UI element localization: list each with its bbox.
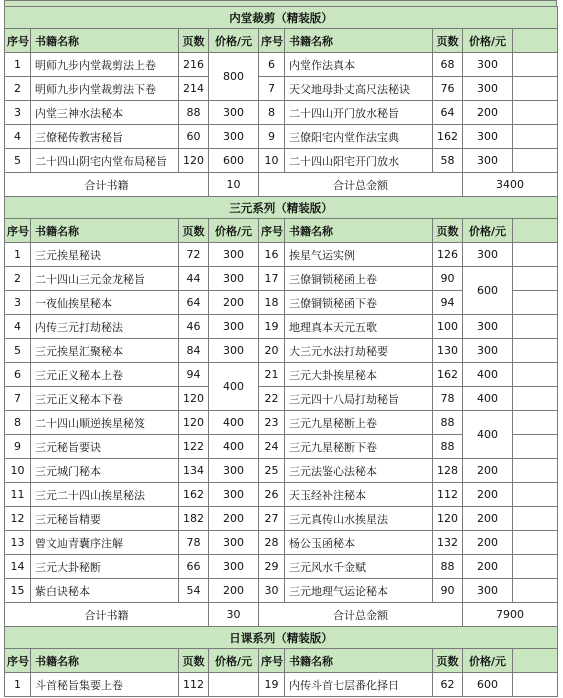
header-pages: 页数 [179,649,209,673]
header-pages: 页数 [433,649,463,673]
book-price [209,673,259,697]
book-price: 300 [209,531,259,555]
book-no: 5 [5,149,31,173]
book-name: 一夜仙挨星秘本 [31,291,179,315]
book-name: 大三元水法打劫秘要 [285,339,433,363]
book-no: 5 [5,339,31,363]
row-spacer [513,673,558,697]
book-no: 10 [259,149,285,173]
book-pages: 72 [179,243,209,267]
book-price: 300 [463,77,513,101]
book-pages: 84 [179,339,209,363]
book-no: 25 [259,459,285,483]
book-price: 200 [463,101,513,125]
book-no: 14 [5,555,31,579]
book-no: 20 [259,339,285,363]
book-pages: 62 [433,673,463,697]
book-name: 三元真传山水挨星法 [285,507,433,531]
book-price-table [4,6,558,697]
table-row [5,53,558,77]
book-no: 26 [259,483,285,507]
book-pages: 216 [179,53,209,77]
book-price-merged: 600 [463,267,513,315]
book-pages: 90 [433,267,463,291]
book-pages: 94 [179,363,209,387]
book-name: 紫白诀秘本 [31,579,179,603]
book-price: 300 [209,243,259,267]
header-price: 价格/元 [463,649,513,673]
book-no: 19 [259,673,285,697]
book-price: 300 [209,267,259,291]
book-pages: 88 [433,555,463,579]
book-price: 300 [209,483,259,507]
book-price: 300 [209,459,259,483]
table-row [5,125,558,149]
table-row [5,579,558,603]
book-no: 1 [5,53,31,77]
header-price: 价格/元 [209,219,259,243]
book-no: 24 [259,435,285,459]
book-no: 1 [5,243,31,267]
book-name: 三元城门秘本 [31,459,179,483]
header-pages: 页数 [433,219,463,243]
book-pages: 44 [179,267,209,291]
book-pages: 126 [433,243,463,267]
book-pages: 122 [179,435,209,459]
row-spacer [513,149,558,173]
total-amount-value: 3400 [463,173,558,197]
total-row [5,603,558,627]
book-price: 600 [463,673,513,697]
book-no: 21 [259,363,285,387]
book-price: 300 [463,339,513,363]
book-no: 7 [259,77,285,101]
book-pages: 130 [433,339,463,363]
book-price-merged: 800 [209,53,259,101]
row-spacer [513,435,558,459]
book-pages: 162 [179,483,209,507]
header-name: 书籍名称 [31,219,179,243]
book-no: 16 [259,243,285,267]
section-title-row [5,7,558,29]
book-no: 18 [259,291,285,315]
book-no: 3 [5,101,31,125]
book-price: 400 [463,387,513,411]
table-row [5,555,558,579]
book-name: 明师九步内堂裁剪法上卷 [31,53,179,77]
row-spacer [513,267,558,291]
header-price: 价格/元 [463,219,513,243]
section-title: 内堂裁剪（精装版） [5,7,558,29]
header-name: 书籍名称 [285,649,433,673]
book-no: 15 [5,579,31,603]
book-name: 三元法鉴心法秘本 [285,459,433,483]
book-price: 300 [209,555,259,579]
row-spacer [513,555,558,579]
book-price: 200 [463,555,513,579]
book-price: 300 [463,579,513,603]
table-row [5,243,558,267]
table-row [5,339,558,363]
header-pages: 页数 [433,29,463,53]
book-name: 天父地母卦丈高尺法秘诀 [285,77,433,101]
row-spacer [513,291,558,315]
book-name: 三元大卦秘断 [31,555,179,579]
total-amount-value: 7900 [463,603,558,627]
table-row [5,363,558,387]
book-no: 4 [5,315,31,339]
total-row [5,173,558,197]
book-price: 300 [463,243,513,267]
header-price: 价格/元 [209,649,259,673]
book-no: 6 [259,53,285,77]
book-price: 200 [463,507,513,531]
book-name: 三僚秘传教害秘旨 [31,125,179,149]
book-price: 200 [209,291,259,315]
price-list-sheet [4,0,557,697]
table-row [5,387,558,411]
book-no: 13 [5,531,31,555]
header-spacer [513,649,558,673]
header-spacer [513,29,558,53]
book-name: 三元四十八局打劫秘旨 [285,387,433,411]
column-header-row [5,649,558,673]
header-no: 序号 [259,29,285,53]
header-no: 序号 [5,219,31,243]
header-name: 书籍名称 [285,29,433,53]
book-pages: 58 [433,149,463,173]
book-no: 12 [5,507,31,531]
row-spacer [513,77,558,101]
book-name: 二十四山顺逆挨星秘笈 [31,411,179,435]
book-price: 600 [209,149,259,173]
book-name: 三僚铜锁秘函下卷 [285,291,433,315]
book-price: 300 [463,125,513,149]
book-pages: 120 [433,507,463,531]
book-pages: 132 [433,531,463,555]
header-no: 序号 [5,649,31,673]
book-price: 300 [209,339,259,363]
book-price: 300 [463,315,513,339]
book-pages: 64 [433,101,463,125]
book-price: 300 [209,315,259,339]
table-row [5,77,558,101]
header-no: 序号 [5,29,31,53]
book-no: 4 [5,125,31,149]
book-no: 3 [5,291,31,315]
book-pages: 120 [179,149,209,173]
table-row [5,315,558,339]
book-pages: 78 [433,387,463,411]
book-name: 明师九步内堂裁剪法下卷 [31,77,179,101]
book-no: 7 [5,387,31,411]
book-price: 200 [463,483,513,507]
header-name: 书籍名称 [31,29,179,53]
header-price: 价格/元 [209,29,259,53]
book-pages: 68 [433,53,463,77]
book-pages: 162 [433,363,463,387]
book-price: 200 [209,579,259,603]
book-pages: 120 [179,411,209,435]
row-spacer [513,387,558,411]
book-name: 三僚阳宅内堂作法宝典 [285,125,433,149]
book-no: 1 [5,673,31,697]
book-pages: 60 [179,125,209,149]
section-title-row [5,627,558,649]
book-pages: 90 [433,579,463,603]
row-spacer [513,363,558,387]
book-name: 三元九星秘断下卷 [285,435,433,459]
row-spacer [513,411,558,435]
book-pages: 120 [179,387,209,411]
book-no: 17 [259,267,285,291]
book-price: 300 [463,149,513,173]
book-name: 曾文辿青囊序注解 [31,531,179,555]
book-name: 二十四山阴宅内堂布局秘旨 [31,149,179,173]
book-no: 23 [259,411,285,435]
book-no: 2 [5,77,31,101]
book-pages: 54 [179,579,209,603]
book-pages: 162 [433,125,463,149]
book-price: 300 [209,125,259,149]
book-no: 9 [5,435,31,459]
book-name: 三元二十四山挨星秘法 [31,483,179,507]
book-name: 地理真本天元五歌 [285,315,433,339]
total-books-value: 10 [209,173,259,197]
book-name: 三元正义秘本上卷 [31,363,179,387]
book-name: 挨星气运实例 [285,243,433,267]
book-no: 30 [259,579,285,603]
header-price: 价格/元 [463,29,513,53]
book-no: 6 [5,363,31,387]
book-no: 27 [259,507,285,531]
total-amount-label: 合计总金额 [259,603,463,627]
book-name: 三元九星秘断上卷 [285,411,433,435]
book-name: 斗首秘旨集要上卷 [31,673,179,697]
book-no: 9 [259,125,285,149]
table-row [5,507,558,531]
book-no: 11 [5,483,31,507]
book-pages: 88 [433,435,463,459]
table-row [5,101,558,125]
row-spacer [513,243,558,267]
book-no: 2 [5,267,31,291]
book-price: 400 [463,363,513,387]
book-price: 200 [209,507,259,531]
book-name: 三元风水千金赋 [285,555,433,579]
book-name: 三僚铜锁秘函上卷 [285,267,433,291]
header-spacer [513,219,558,243]
book-pages: 76 [433,77,463,101]
book-pages: 128 [433,459,463,483]
book-pages: 88 [433,411,463,435]
table-row [5,483,558,507]
book-name: 三元大卦挨星秘本 [285,363,433,387]
table-row [5,673,558,697]
book-pages: 46 [179,315,209,339]
header-no: 序号 [259,219,285,243]
book-name: 三元地理气运论秘本 [285,579,433,603]
book-pages: 134 [179,459,209,483]
book-pages: 112 [179,673,209,697]
row-spacer [513,53,558,77]
book-no: 22 [259,387,285,411]
column-header-row [5,29,558,53]
book-name: 三元挨星汇聚秘本 [31,339,179,363]
row-spacer [513,579,558,603]
row-spacer [513,507,558,531]
book-no: 19 [259,315,285,339]
book-name: 天玉经补注秘本 [285,483,433,507]
row-spacer [513,483,558,507]
book-price: 400 [209,435,259,459]
book-no: 28 [259,531,285,555]
book-price: 200 [463,531,513,555]
header-name: 书籍名称 [285,219,433,243]
book-pages: 94 [433,291,463,315]
book-name: 内堂作法真本 [285,53,433,77]
book-name: 三元秘旨精要 [31,507,179,531]
book-name: 二十四山开门放水秘旨 [285,101,433,125]
row-spacer [513,531,558,555]
table-row [5,459,558,483]
header-name: 书籍名称 [31,649,179,673]
total-books-value: 30 [209,603,259,627]
book-name: 三元挨星秘诀 [31,243,179,267]
book-name: 三元秘旨要诀 [31,435,179,459]
row-spacer [513,101,558,125]
header-pages: 页数 [179,29,209,53]
book-price-merged: 400 [463,411,513,459]
book-price: 300 [209,101,259,125]
book-price: 400 [209,411,259,435]
row-spacer [513,459,558,483]
section-title: 日课系列（精装版） [5,627,558,649]
book-no: 29 [259,555,285,579]
book-pages: 112 [433,483,463,507]
total-books-label: 合计书籍 [5,603,209,627]
book-name: 二十四山阳宅开门放水 [285,149,433,173]
book-price: 300 [463,53,513,77]
table-row [5,411,558,435]
table-row [5,531,558,555]
book-name: 内传三元打劫秘法 [31,315,179,339]
book-pages: 88 [179,101,209,125]
book-price-merged: 400 [209,363,259,411]
book-price: 200 [463,459,513,483]
row-spacer [513,339,558,363]
book-name: 三元正义秘本下卷 [31,387,179,411]
header-no: 序号 [259,649,285,673]
book-no: 8 [259,101,285,125]
book-no: 8 [5,411,31,435]
column-header-row [5,219,558,243]
row-spacer [513,315,558,339]
book-name: 内传斗首七层番化择日 [285,673,433,697]
header-pages: 页数 [179,219,209,243]
section-title-row [5,197,558,219]
book-name: 内堂三神水法秘本 [31,101,179,125]
book-pages: 214 [179,77,209,101]
row-spacer [513,125,558,149]
book-pages: 182 [179,507,209,531]
table-row [5,267,558,291]
book-pages: 78 [179,531,209,555]
book-no: 10 [5,459,31,483]
total-amount-label: 合计总金额 [259,173,463,197]
book-name: 二十四山三元金龙秘旨 [31,267,179,291]
book-name: 杨公玉函秘本 [285,531,433,555]
book-pages: 66 [179,555,209,579]
section-title: 三元系列（精装版） [5,197,558,219]
book-pages: 64 [179,291,209,315]
table-row [5,149,558,173]
book-pages: 100 [433,315,463,339]
total-books-label: 合计书籍 [5,173,209,197]
